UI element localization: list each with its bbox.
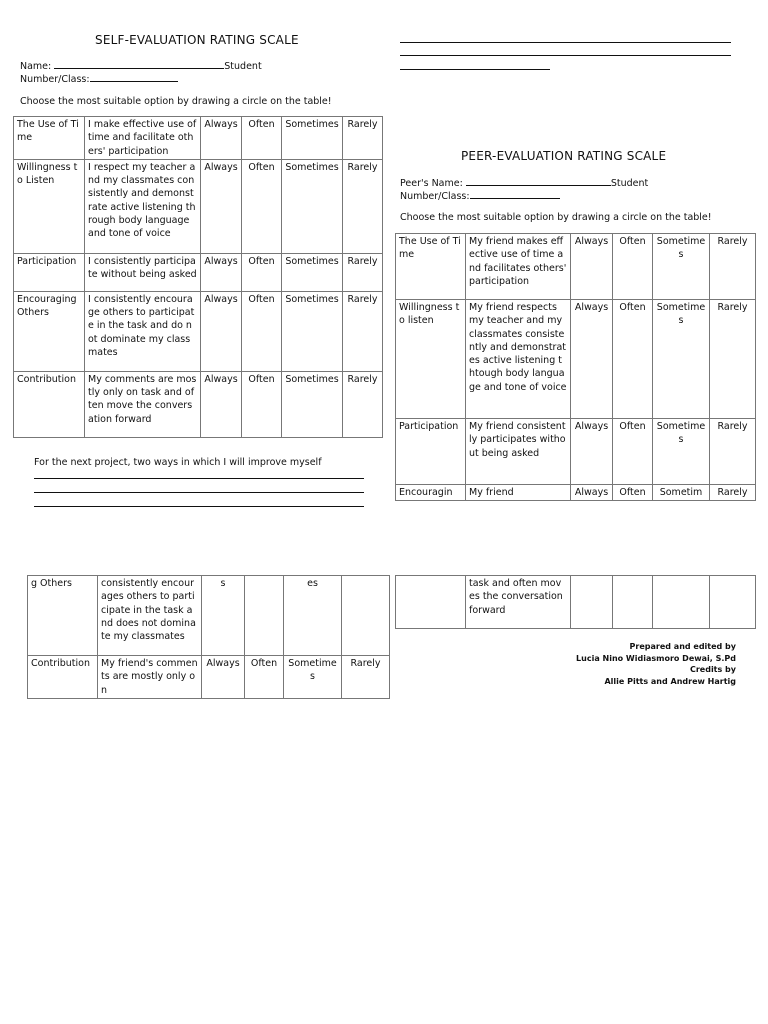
rating-option-cell[interactable]: Often: [245, 656, 284, 699]
rating-option-cell[interactable]: Often: [242, 159, 282, 253]
rating-option-cell[interactable]: Always: [571, 234, 613, 300]
rating-option-cell[interactable]: [710, 576, 756, 629]
rating-option-cell[interactable]: Rarely: [343, 291, 383, 371]
credits-editor: Lucia Nino Widiasmoro Dewai, S.Pd: [576, 653, 736, 663]
rating-option-cell[interactable]: Sometimes: [282, 371, 343, 437]
rating-option-cell[interactable]: [653, 576, 710, 629]
rating-option-cell[interactable]: Sometimes: [282, 291, 343, 371]
credits-prepared: Prepared and edited by: [629, 642, 736, 651]
description-cell: My friend's comments are mostly only on: [98, 656, 202, 699]
continuation-left-table: [27, 575, 390, 699]
rating-option-cell[interactable]: Sometimes: [282, 159, 343, 253]
description-cell: My friend makes effective use of time and facilitates others' participation: [466, 234, 571, 300]
criterion-cell: Encouraging Others: [14, 291, 85, 371]
rating-option-cell[interactable]: Always: [201, 117, 242, 160]
description-cell: I consistently encourage others to participate in the task and do not dominate my classmates: [85, 291, 201, 371]
table-row: [14, 371, 383, 437]
name-blank[interactable]: [54, 58, 224, 69]
rating-option-cell[interactable]: Always: [571, 419, 613, 485]
rating-option-cell[interactable]: Always: [202, 656, 245, 699]
description-cell: I respect my teacher and my classmates consistently and demonstrate active listening through body language and tone of voice: [85, 159, 201, 253]
improve-prompt: For the next project, two ways in which I will improve myself: [34, 457, 322, 468]
credits-by: Credits by: [689, 665, 736, 674]
rating-option-cell[interactable]: Often: [613, 419, 653, 485]
rating-option-cell[interactable]: [342, 576, 390, 656]
table-row: [28, 576, 390, 656]
rating-option-cell[interactable]: Always: [201, 159, 242, 253]
description-cell: My friend consistently participates without being asked: [466, 419, 571, 485]
credits-block: [576, 641, 736, 687]
table-row: [14, 253, 383, 291]
peer-number-class-line: [400, 188, 560, 203]
peer-number-class-blank[interactable]: [470, 188, 560, 199]
rating-option-cell[interactable]: Often: [613, 485, 653, 501]
rating-option-cell[interactable]: Rarely: [342, 656, 390, 699]
rating-option-cell[interactable]: Often: [613, 300, 653, 419]
peer-top-line-2[interactable]: [400, 55, 731, 56]
peer-name-blank[interactable]: [466, 175, 611, 186]
rating-option-cell[interactable]: Rarely: [710, 300, 756, 419]
description-cell: My friend: [466, 485, 571, 501]
table-row: [396, 576, 756, 629]
peer-rating-table: [395, 233, 756, 501]
rating-option-cell[interactable]: Often: [242, 117, 282, 160]
rating-option-cell[interactable]: Always: [571, 485, 613, 501]
rating-option-cell[interactable]: Rarely: [343, 253, 383, 291]
rating-option-cell[interactable]: Always: [201, 291, 242, 371]
rating-option-cell[interactable]: Often: [613, 234, 653, 300]
rating-option-cell[interactable]: Rarely: [710, 485, 756, 501]
rating-option-cell[interactable]: Rarely: [710, 419, 756, 485]
rating-option-cell[interactable]: s: [202, 576, 245, 656]
rating-option-cell[interactable]: Rarely: [343, 159, 383, 253]
rating-option-cell[interactable]: Rarely: [343, 371, 383, 437]
table-row: [14, 291, 383, 371]
peer-student-label: Student: [610, 178, 649, 189]
improve-line-2[interactable]: [34, 492, 364, 493]
self-evaluation-title: SELF-EVALUATION RATING SCALE: [95, 33, 299, 47]
self-rating-table: [13, 116, 383, 438]
description-cell: I make effective use of time and facilitate others' participation: [85, 117, 201, 160]
self-instruction: Choose the most suitable option by drawing a circle on the table!: [20, 96, 332, 107]
description-cell: I consistently participate without being asked: [85, 253, 201, 291]
criterion-cell: Willingness to Listen: [14, 159, 85, 253]
rating-option-cell[interactable]: Always: [201, 253, 242, 291]
name-label: Name:: [20, 61, 52, 72]
criterion-cell: Contribution: [14, 371, 85, 437]
criterion-cell: g Others: [28, 576, 98, 656]
criterion-cell: The Use of Time: [14, 117, 85, 160]
criterion-cell: Participation: [396, 419, 466, 485]
rating-option-cell[interactable]: Sometimes: [653, 300, 710, 419]
rating-option-cell[interactable]: Sometimes: [282, 253, 343, 291]
peer-top-line-1[interactable]: [400, 42, 731, 43]
peer-name-label: Peer's Name:: [400, 178, 463, 189]
peer-evaluation-title: PEER-EVALUATION RATING SCALE: [461, 149, 667, 163]
description-cell: My friend respects my teacher and my classmates consistently and demonstrates active listening thtough body language and tone of voice: [466, 300, 571, 419]
rating-option-cell[interactable]: Sometimes: [284, 656, 342, 699]
peer-instruction: Choose the most suitable option by drawing a circle on the table!: [400, 212, 712, 223]
rating-option-cell[interactable]: Always: [201, 371, 242, 437]
criterion-cell: The Use of Time: [396, 234, 466, 300]
rating-option-cell[interactable]: Sometimes: [653, 419, 710, 485]
number-class-blank[interactable]: [90, 71, 178, 82]
table-row: [396, 419, 756, 485]
criterion-cell: Willingness to listen: [396, 300, 466, 419]
rating-option-cell[interactable]: Often: [242, 253, 282, 291]
continuation-right-table: [395, 575, 756, 629]
table-row: [396, 300, 756, 419]
rating-option-cell[interactable]: Often: [242, 371, 282, 437]
peer-number-class-label: Number/Class:: [400, 191, 470, 202]
rating-option-cell[interactable]: Sometimes: [653, 234, 710, 300]
criterion-cell: [396, 576, 466, 629]
improve-line-1[interactable]: [34, 478, 364, 479]
table-row: [396, 234, 756, 300]
peer-top-line-3[interactable]: [400, 69, 550, 70]
rating-option-cell[interactable]: Always: [571, 300, 613, 419]
description-cell: consistently encourages others to participate in the task and does not dominate my classmates: [98, 576, 202, 656]
description-cell: task and often moves the conversation forward: [466, 576, 571, 629]
credits-authors: Allie Pitts and Andrew Hartig: [604, 676, 736, 686]
self-number-class-line: [20, 71, 178, 86]
rating-option-cell[interactable]: [571, 576, 613, 629]
rating-option-cell[interactable]: Sometim: [653, 485, 710, 501]
table-row: [14, 117, 383, 160]
rating-option-cell[interactable]: [245, 576, 284, 656]
criterion-cell: Encouragin: [396, 485, 466, 501]
criterion-cell: Participation: [14, 253, 85, 291]
rating-option-cell[interactable]: Sometimes: [282, 117, 343, 160]
rating-option-cell[interactable]: Rarely: [343, 117, 383, 160]
description-cell: My comments are mostly only on task and often move the conversation forward: [85, 371, 201, 437]
improve-line-3[interactable]: [34, 506, 364, 507]
student-label: Student: [224, 61, 262, 72]
rating-option-cell[interactable]: [613, 576, 653, 629]
table-row: [396, 485, 756, 501]
rating-option-cell[interactable]: es: [284, 576, 342, 656]
table-row: [28, 656, 390, 699]
criterion-cell: Contribution: [28, 656, 98, 699]
rating-option-cell[interactable]: Rarely: [710, 234, 756, 300]
table-row: [14, 159, 383, 253]
number-class-label: Number/Class:: [20, 74, 90, 85]
rating-option-cell[interactable]: Often: [242, 291, 282, 371]
